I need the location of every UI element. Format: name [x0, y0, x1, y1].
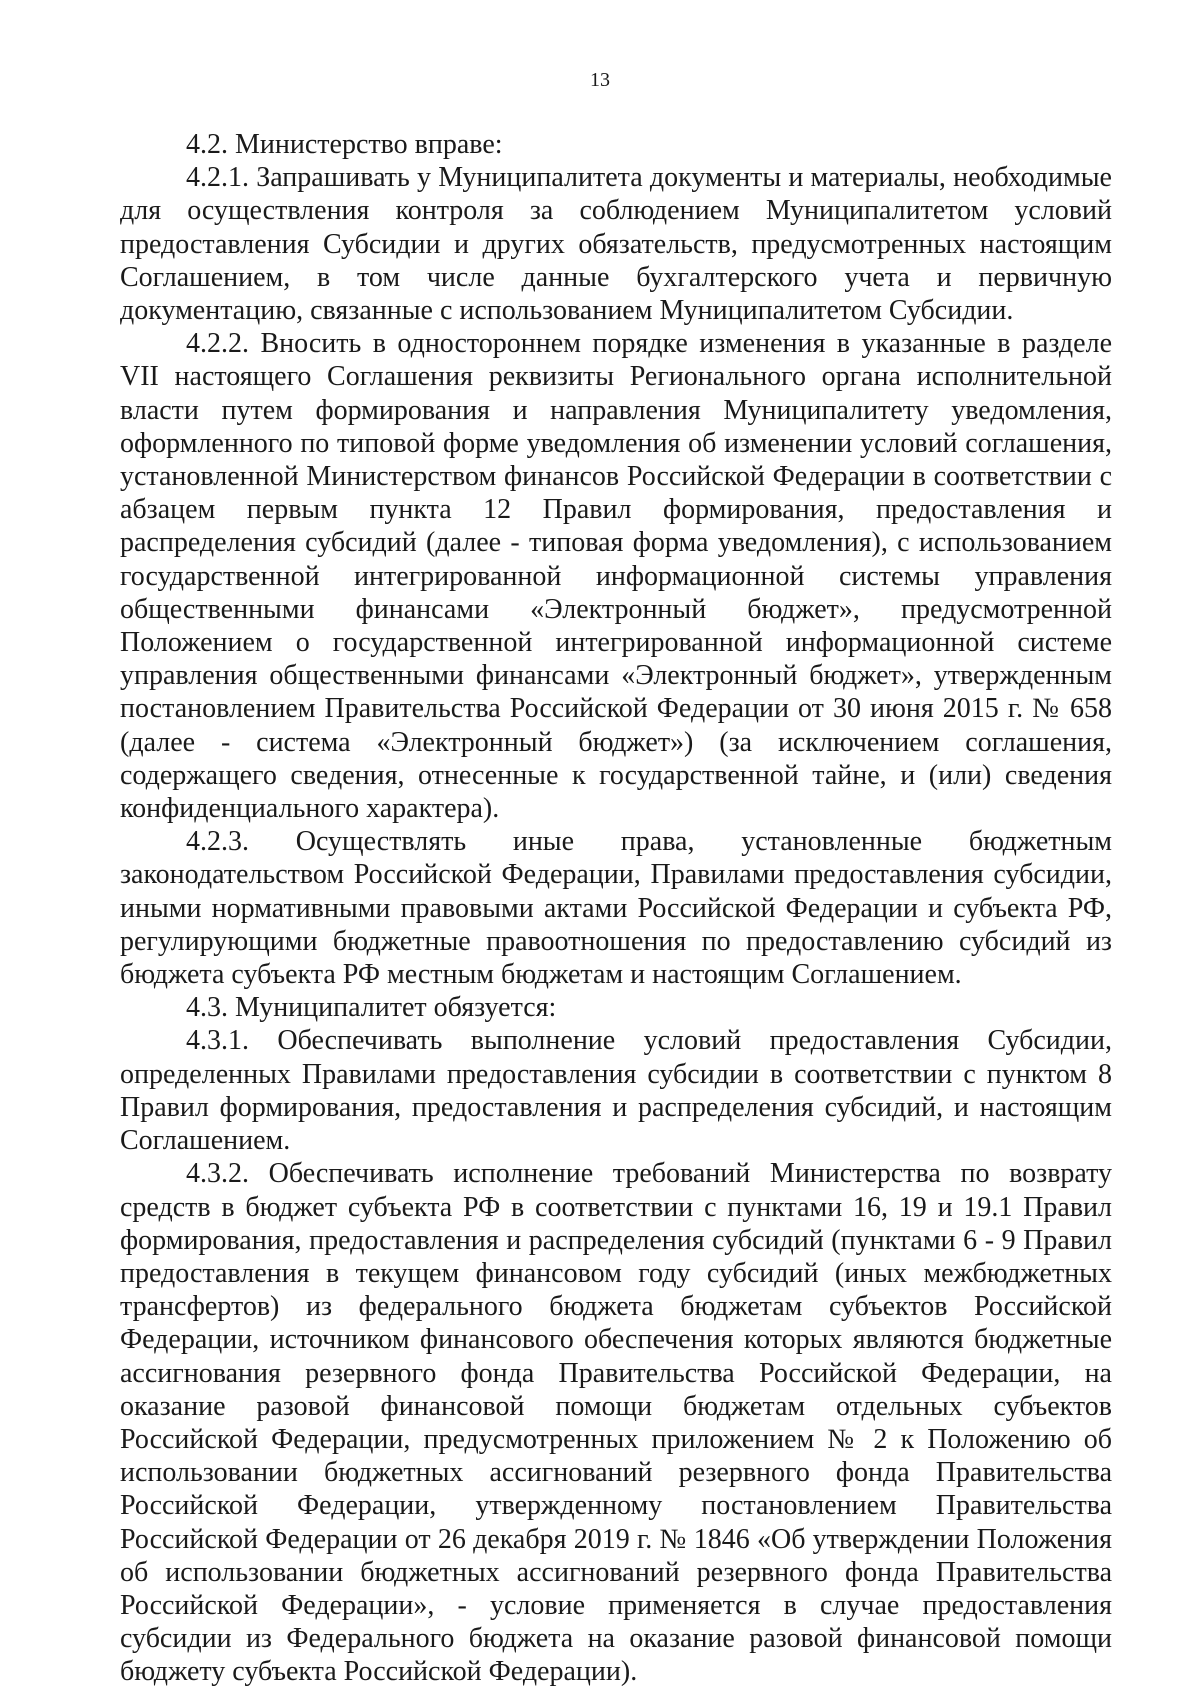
page-number: 13: [590, 69, 610, 91]
paragraph-4-2-3: 4.2.3. Осуществлять иные права, установленные бюджетным законодательством Российской Федерации, Правилами предоставления субсидии, иными нормативными правовыми актами Российской Федерации и субъекта РФ, регулирующими бюджетные правоотношения по предоставлению субсидий из бюджета субъекта РФ местным бюджетам и настоящим Соглашением.: [120, 826, 1112, 991]
paragraph-4-2-1: 4.2.1. Запрашивать у Муниципалитета документы и материалы, необходимые для осуществления контроля за соблюдением Муниципалитетом условий предоставления Субсидии и других обязательств, предусмотренных настоящим Соглашением, в том числе данные бухгалтерского учета и первичную документацию, связанные с использованием Муниципалитетом Субсидии.: [120, 162, 1112, 327]
paragraph-4-3-2: 4.3.2. Обеспечивать исполнение требований Министерства по возврату средств в бюджет субъекта РФ в соответствии с пунктами 16, 19 и 19.1 Правил формирования, предоставления и распределения субсидий (пунктами 6 - 9 Правил предоставления в текущем финансовом году субсидий (иных межбюджетных трансфертов) из федерального бюджета бюджетам субъектов Российской Федерации, источником финансового обеспечения которых являются бюджетные ассигнования резервного фонда Правительства Российской Федерации, на оказание разовой финансовой помощи бюджетам отдельных субъектов Российской Федерации, предусмотренных приложением № 2 к Положению об использовании бюджетных ассигнований резервного фонда Правительства Российской Федерации, утвержденному постановлением Правительства Российской Федерации от 26 декабря 2019 г. № 1846 «Об утверждении Положения об использовании бюджетных ассигнований резервного фонда Правительства Российской Федерации», - условие применяется в случае предоставления субсидии из Федерального бюджета на оказание разовой финансовой помощи бюджету субъекта Российской Федерации).: [120, 1158, 1112, 1688]
paragraph-4-2-2: 4.2.2. Вносить в одностороннем порядке изменения в указанные в разделе VII настоящего Соглашения реквизиты Регионального органа исполнительной власти путем формирования и направления Муниципалитету уведомления, оформленного по типовой форме уведомления об изменении условий соглашения, установленной Министерством финансов Российской Федерации в соответствии с абзацем первым пункта 12 Правил формирования, предоставления и распределения субсидий (далее - типовая форма уведомления), с использованием государственной интегрированной информационной системы управления общественными финансами «Электронный бюджет», предусмотренной Положением о государственной интегрированной информационной системе управления общественными финансами «Электронный бюджет», утвержденным постановлением Правительства Российской Федерации от 30 июня 2015 г. № 658 (далее - система «Электронный бюджет») (за исключением соглашения, содержащего сведения, отнесенные к государственной тайне, и (или) сведения конфиденциального характера).: [120, 328, 1112, 825]
paragraph-4-3: 4.3. Муниципалитет обязуется:: [186, 992, 557, 1024]
paragraph-4-2: 4.2. Министерство вправе:: [186, 129, 503, 160]
document-body: [120, 128, 1112, 1689]
paragraph-4-3-1: 4.3.1. Обеспечивать выполнение условий предоставления Субсидии, определенных Правилами предоставления субсидии в соответствии с пунктом 8 Правил формирования, предоставления и распределения субсидий, и настоящим Соглашением.: [120, 1025, 1112, 1157]
